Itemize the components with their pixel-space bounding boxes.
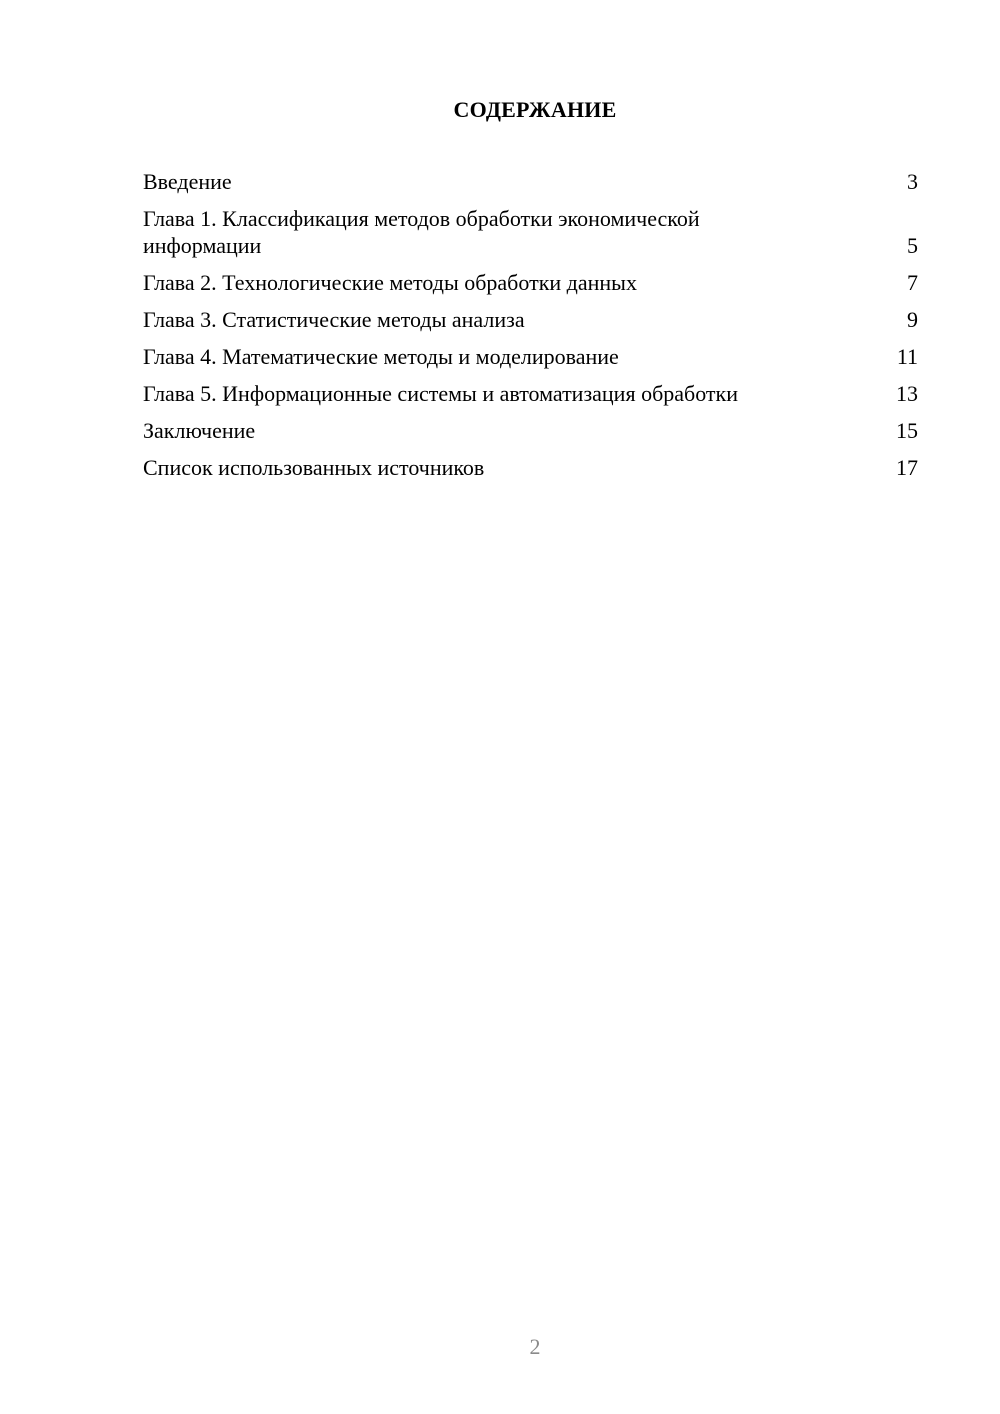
- toc-entry-label: Заключение: [143, 418, 256, 443]
- toc-entry-label: Глава 1. Классификация методов обработки экономической информации: [143, 206, 700, 258]
- table-of-contents: [143, 168, 918, 491]
- toc-entry-chapter-2: [143, 269, 918, 296]
- toc-entry-chapter-4: [143, 343, 918, 370]
- page-number: 2: [529, 1334, 541, 1359]
- toc-entry-page: 5: [907, 233, 918, 258]
- toc-entry-chapter-1: [143, 205, 918, 259]
- toc-entry-references: [143, 454, 918, 481]
- toc-entry-introduction: [143, 168, 918, 195]
- toc-entry-label: Глава 2. Технологические методы обработки данных: [143, 270, 637, 295]
- toc-entry-chapter-5: [143, 380, 918, 407]
- toc-entry-label: Глава 5. Информационные системы и автоматизация обработки: [143, 381, 739, 406]
- toc-entry-page: 11: [896, 344, 918, 369]
- page-title: СОДЕРЖАНИЕ: [453, 97, 617, 122]
- toc-entry-label: Глава 4. Математические методы и моделирование: [143, 344, 619, 369]
- toc-entry-conclusion: [143, 417, 918, 444]
- toc-entry-page: 13: [896, 381, 918, 406]
- toc-entry-page: 9: [907, 307, 918, 332]
- toc-entry-page: 17: [896, 455, 918, 480]
- toc-entry-label: Список использованных источников: [143, 455, 485, 480]
- toc-entry-page: 3: [907, 169, 918, 194]
- toc-entry-page: 7: [907, 270, 918, 295]
- toc-entry-chapter-3: [143, 306, 918, 333]
- toc-entry-label: Введение: [143, 169, 232, 194]
- toc-entry-page: 15: [896, 418, 918, 443]
- toc-entry-label: Глава 3. Статистические методы анализа: [143, 307, 525, 332]
